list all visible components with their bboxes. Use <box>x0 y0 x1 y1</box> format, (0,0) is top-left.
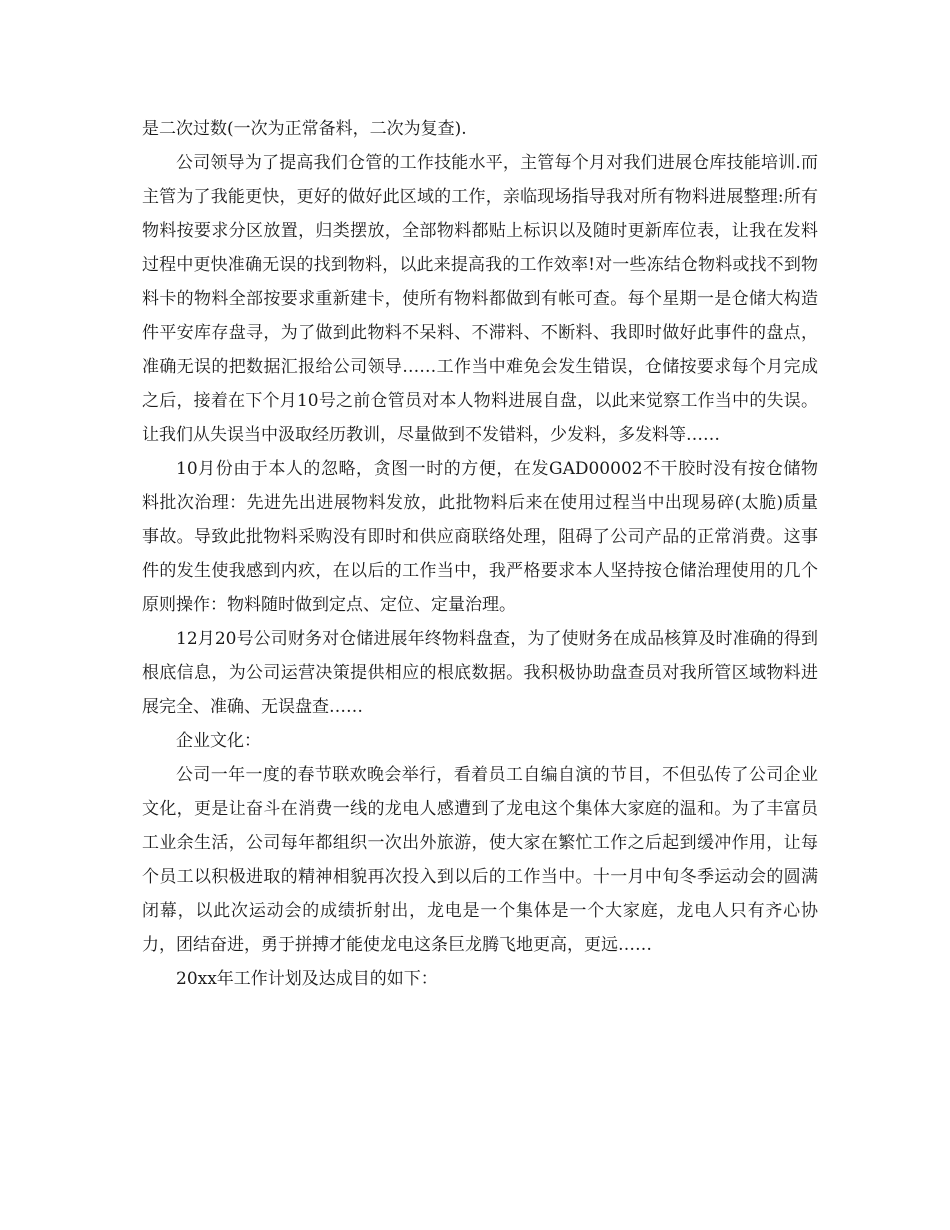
section-heading-plan: 20xx年工作计划及达成目的如下： <box>176 969 438 989</box>
paragraph-continuation: 是二次过数(一次为正常备料，二次为复查). <box>142 119 467 139</box>
paragraph-october-incident: 10月份由于本人的忽略，贪图一时的方便，在发GAD00002不干胶时没有按仓储物料批次治理：先进先出进展物料发放，此批物料后来在使用过程当中出现易碎(太脆)质量事故。导致此批物料采购没有即时和供应商联络处理，阻碍了公司产品的正常消费。这事件的发生使我感到内疚，在以后的工作当中，我严格要求本人坚持按仓储治理使用的几个原则操作：物料随时做到定点、定位、定量治理。 <box>142 459 818 615</box>
section-heading-culture: 企业文化： <box>176 731 261 751</box>
paragraph-culture: 公司一年一度的春节联欢晚会举行，看着员工自编自演的节目，不但弘传了公司企业文化，更是让奋斗在消费一线的龙电人感遭到了龙电这个集体大家庭的温和。为了丰富员工业余生活，公司每年都组织一次出外旅游，使大家在繁忙工作之后起到缓冲作用，让每个员工以积极进取的精神相貌再次投入到以后的工作当中。十一月中旬冬季运动会的圆满闭幕，以此次运动会的成绩折射出，龙电是一个集体是一个大家庭，龙电人只有齐心协力，团结奋进，勇于拼搏才能使龙电这条巨龙腾飞地更高，更远…… <box>142 765 818 955</box>
paragraph-december-inventory: 12月20号公司财务对仓储进展年终物料盘查，为了使财务在成品核算及时准确的得到根底信息，为公司运营决策提供相应的根底数据。我积极协助盘查员对我所管区域物料进展完全、准确、无误盘查…… <box>142 629 818 717</box>
document-body <box>142 112 818 996</box>
paragraph-training: 公司领导为了提高我们仓管的工作技能水平，主管每个月对我们进展仓库技能培训.而主管为了我能更快，更好的做好此区域的工作，亲临现场指导我对所有物料进展整理:所有物料按要求分区放置，归类摆放，全部物料都贴上标识以及随时更新库位表，让我在发料过程中更快准确无误的找到物料，以此来提高我的工作效率!对一些冻结仓物料或找不到物料卡的物料全部按要求重新建卡，使所有物料都做到有帐可查。每个星期一是仓储大构造件平安库存盘寻，为了做到此物料不呆料、不滞料、不断料、我即时做好此事件的盘点，准确无误的把数据汇报给公司领导……工作当中难免会发生错误，仓储按要求每个月完成之后，接着在下个月10号之前仓管员对本人物料进展自盘，以此来觉察工作当中的失误。让我们从失误当中汲取经历教训，尽量做到不发错料，少发料，多发料等…… <box>142 153 818 445</box>
